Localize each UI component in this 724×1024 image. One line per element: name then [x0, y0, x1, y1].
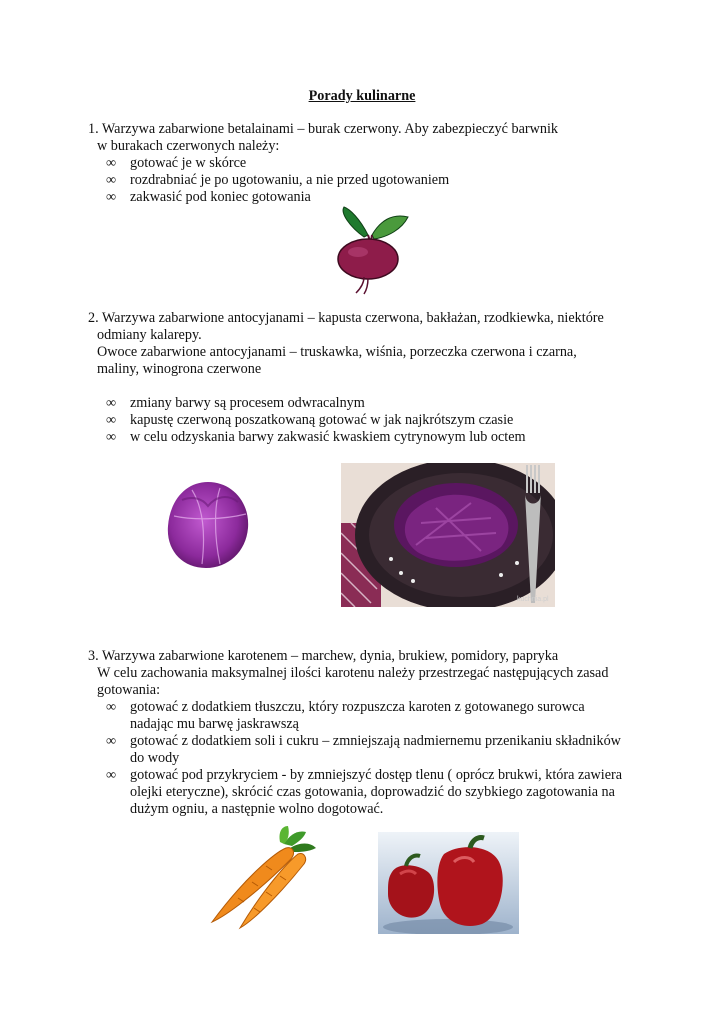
red-peppers-photo — [378, 832, 519, 934]
section1-heading-cont: w burakach czerwonych należy: — [97, 138, 280, 154]
bullet-symbol: ∞ — [106, 189, 117, 205]
section3-heading: 3. Warzywa zabarwione karotenem – marchew, dynia, brukiew, pomidory, papryka — [88, 648, 559, 664]
bullet-symbol: ∞ — [106, 412, 117, 428]
list-item: ∞ gotować pod przykryciem - by zmniejszyć dostęp tlenu ( oprócz brukwi, która zawiera — [106, 767, 623, 783]
bullet-symbol: ∞ — [106, 155, 117, 171]
bullet-symbol: ∞ — [106, 699, 117, 715]
list-item: ∞ zakwasić pod koniec gotowania — [106, 189, 311, 205]
list-item: ∞ rozdrabniać je po ugotowaniu, a nie przed ugotowaniem — [106, 172, 450, 188]
red-cabbage-salad-photo — [341, 463, 555, 607]
list-item: ∞ zmiany barwy są procesem odwracalnym — [106, 395, 365, 411]
section3-intro-cont: gotowania: — [97, 682, 161, 698]
section2-heading-cont: odmiany kalarepy. — [97, 327, 202, 343]
red-cabbage-illustration — [162, 476, 254, 572]
list-item-cont: olejki eteryczne), skrócić czas gotowania, doprowadzić do szybkiego zagotowania na — [130, 784, 615, 800]
list-item: ∞ gotować je w skórce — [106, 155, 247, 171]
bullet-symbol: ∞ — [106, 172, 117, 188]
carrots-illustration — [206, 826, 318, 930]
list-item: ∞ kapustę czerwoną poszatkowaną gotować w jak najkrótszym czasie — [106, 412, 514, 428]
section2-heading: 2. Warzywa zabarwione antocyjanami – kapusta czerwona, bakłażan, rzodkiewka, niektóre — [88, 310, 604, 326]
list-item-cont: do wody — [130, 750, 180, 766]
list-item-cont: nadając mu barwę jaskrawszą — [130, 716, 299, 732]
photo-watermark: kuchnia.pl — [517, 596, 549, 603]
list-item: ∞ w celu odzyskania barwy zakwasić kwaskiem cytrynowym lub octem — [106, 429, 526, 445]
list-item: ∞ gotować z dodatkiem soli i cukru – zmniejszają nadmiernemu przenikaniu składników — [106, 733, 621, 749]
section2-fruits-line: Owoce zabarwione antocyjanami – truskawka, wiśnia, porzeczka czerwona i czarna, — [97, 344, 577, 360]
list-item: ∞ gotować z dodatkiem tłuszczu, który rozpuszcza karoten z gotowanego surowca — [106, 699, 585, 715]
section2-fruits-line-cont: maliny, winogrona czerwone — [97, 361, 262, 377]
bullet-symbol: ∞ — [106, 395, 117, 411]
list-item-cont: dużym ogniu, a następnie wolno dogotować. — [130, 801, 384, 817]
page-title: Porady kulinarne — [308, 88, 416, 104]
bullet-symbol: ∞ — [106, 767, 117, 783]
section3-intro: W celu zachowania maksymalnej ilości karotenu należy przestrzegać następujących zasad — [97, 665, 609, 681]
beet-illustration — [330, 205, 412, 295]
section1-heading: 1. Warzywa zabarwione betalainami – burak czerwony. Aby zabezpieczyć barwnik — [88, 121, 558, 137]
bullet-symbol: ∞ — [106, 733, 117, 749]
bullet-symbol: ∞ — [106, 429, 117, 445]
